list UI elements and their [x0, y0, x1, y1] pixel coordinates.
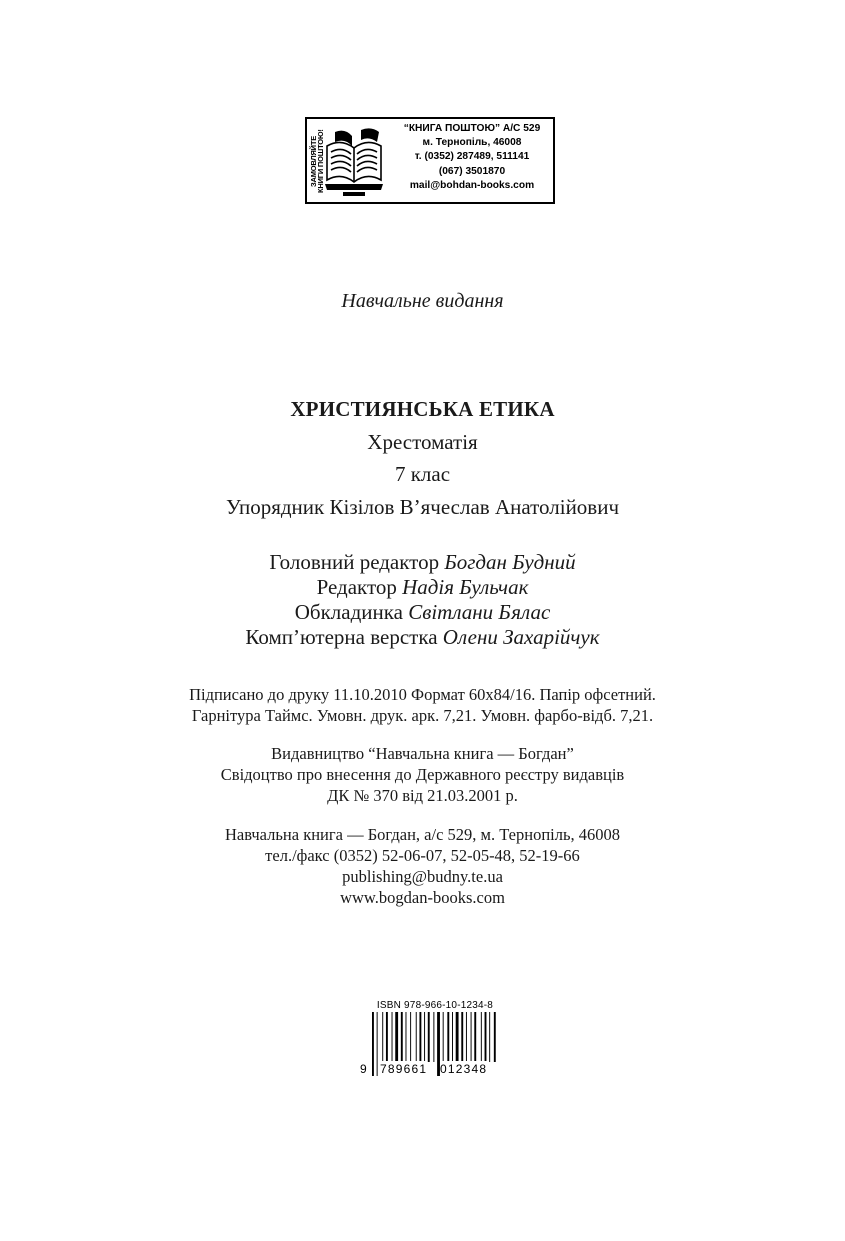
barcode-bar	[424, 1012, 425, 1062]
barcode-bar	[466, 1012, 467, 1062]
barcode-bar	[433, 1012, 434, 1062]
stamp-line: (067) 3501870	[438, 165, 506, 177]
credit-label: Комп’ютерна верстка	[245, 625, 438, 649]
credit-name: Світлани Бялас	[408, 600, 551, 624]
barcode-bar	[494, 1012, 496, 1062]
credit-label: Головний редактор	[269, 550, 440, 574]
stamp-side-line-1: ЗАМОВЛЯЙТЕ	[309, 135, 318, 187]
stamp-side-line-2: КНИГИ ПОШТОЮ!	[316, 129, 325, 193]
publisher-info-line: ДК № 370 від 21.03.2001 р.	[327, 786, 518, 805]
edition-type: Навчальне видання	[341, 290, 504, 312]
barcode-digits-left: 789661	[380, 1062, 428, 1076]
barcode-bar	[401, 1012, 403, 1062]
grade-level: 7 клас	[394, 462, 451, 486]
book-subtitle: Хрестоматія	[367, 430, 478, 454]
barcode-bar	[395, 1012, 398, 1062]
contact-address: Навчальна книга — Богдан, а/с 529, м. Тернопіль, 46008	[224, 825, 621, 844]
stamp-line: м. Тернопіль, 46008	[422, 137, 522, 149]
credit-cover	[0, 600, 845, 625]
barcode-bar	[392, 1012, 393, 1062]
barcode-bar	[456, 1012, 459, 1062]
credit-name: Богдан Будний	[444, 550, 576, 574]
barcode-bar	[419, 1012, 421, 1062]
credit-name: Олени Захарійчук	[442, 625, 600, 649]
barcode-bar	[447, 1012, 449, 1062]
barcode-bar	[406, 1012, 407, 1062]
credit-label: Редактор	[316, 575, 397, 599]
barcode-bar	[489, 1012, 490, 1062]
print-info	[0, 684, 845, 726]
barcode-bar	[416, 1012, 417, 1062]
credit-label: Обкладинка	[294, 600, 403, 624]
barcode-digits	[360, 1061, 500, 1077]
credits-block	[0, 550, 845, 650]
barcode-bar	[382, 1012, 383, 1062]
stamp-line: mail@bohdan-books.com	[409, 179, 535, 191]
order-by-mail-stamp	[305, 117, 555, 204]
credit-layout	[0, 625, 845, 650]
barcode-bar	[410, 1012, 411, 1062]
credit-chief-editor	[0, 550, 845, 575]
stamp-line: т. (0352) 287489, 511141	[414, 151, 530, 163]
publisher-info-line: Свідоцтво про внесення до Державного реєстру видавців	[220, 765, 625, 784]
publisher-info-line: Видавництво “Навчальна книга — Богдан”	[271, 744, 574, 763]
barcode-bar	[481, 1012, 482, 1062]
barcode-bar	[386, 1012, 388, 1062]
barcode-bar	[474, 1012, 476, 1062]
barcode-bar	[471, 1012, 472, 1062]
stamp-line: “КНИГА ПОШТОЮ” А/С 529	[403, 123, 541, 134]
open-book-icon	[321, 124, 387, 200]
barcode-bar	[428, 1012, 430, 1062]
publisher-contacts	[0, 824, 845, 908]
barcode-bar	[485, 1012, 487, 1062]
contact-phone: тел./факс (0352) 52-06-07, 52-05-48, 52-19-66	[265, 846, 580, 865]
print-info-line: Підписано до друку 11.10.2010 Формат 60х84/16. Папір офсетний.	[189, 685, 656, 704]
stamp-contact-block	[393, 122, 551, 193]
publisher-info	[0, 743, 845, 806]
contact-email: publishing@budny.te.ua	[342, 867, 503, 886]
credit-name: Надія Бульчак	[402, 575, 529, 599]
credit-editor	[0, 575, 845, 600]
isbn-label: ISBN 978-966-10-1234-8	[376, 1000, 494, 1011]
barcode-digit-first: 9	[360, 1062, 367, 1076]
print-info-line: Гарнітура Таймс. Умовн. друк. арк. 7,21. Умовн. фарбо-відб. 7,21.	[191, 706, 654, 725]
barcode-bar	[461, 1012, 463, 1062]
compiler-line: Упорядник Кізілов В’ячеслав Анатолійович	[225, 495, 620, 519]
barcode-bar	[452, 1012, 453, 1062]
contact-website: www.bogdan-books.com	[340, 888, 505, 907]
barcode-digits-right: 012348	[440, 1062, 488, 1076]
book-title: ХРИСТИЯНСЬКА ЕТИКА	[290, 397, 555, 421]
